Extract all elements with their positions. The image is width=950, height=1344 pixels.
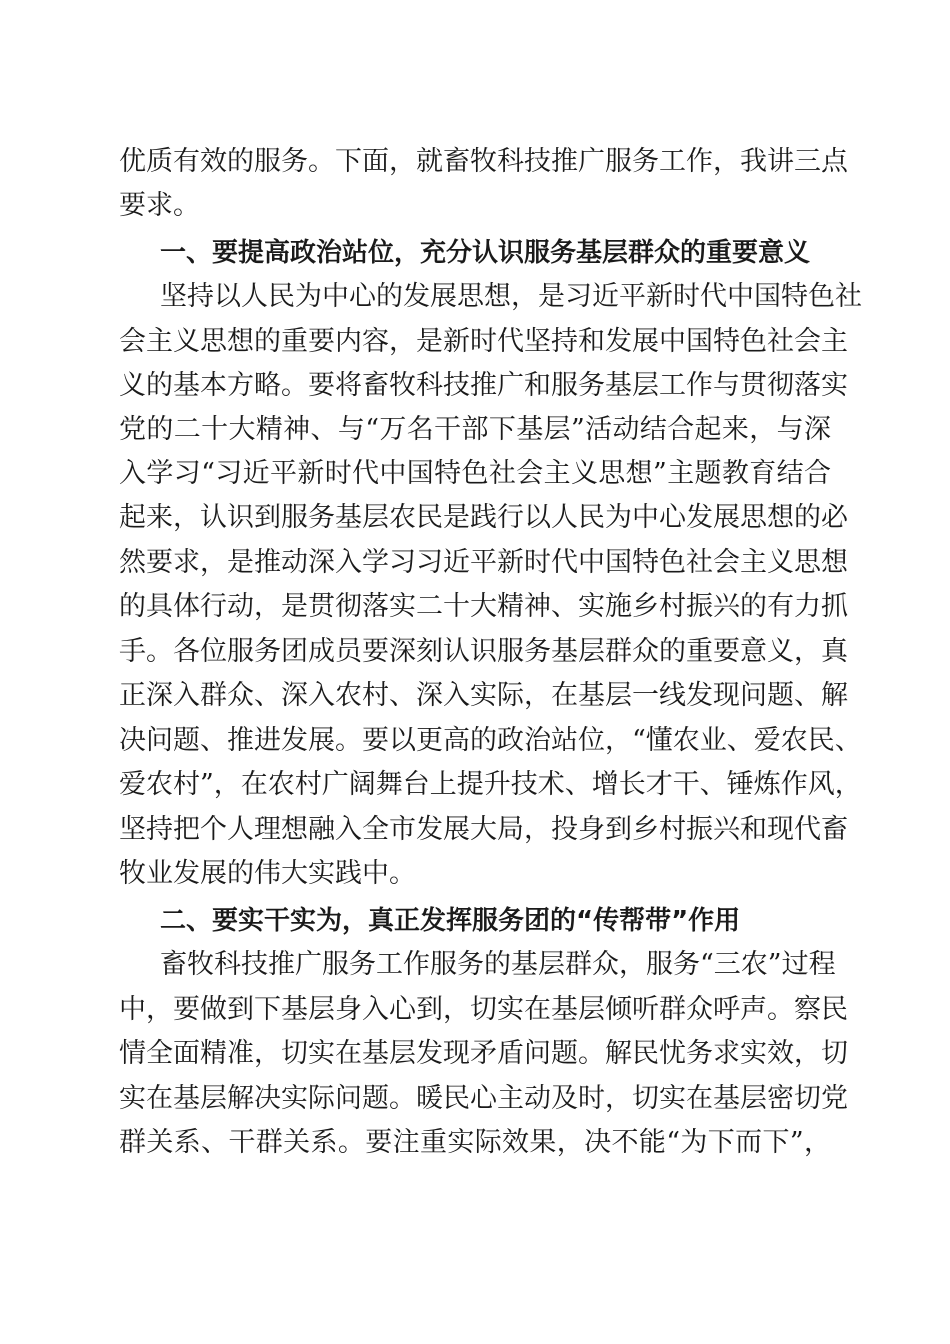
- paragraph-line: 的具体行动，是贯彻落实二十大精神、实施乡村振兴的有力抓: [119, 591, 848, 622]
- paragraph-line: 然要求，是推动深入学习习近平新时代中国特色社会主义思想: [119, 547, 848, 578]
- paragraph-line: 决问题、推进发展。要以更高的政治站位，“懂农业、爱农民、: [119, 725, 862, 756]
- paragraph-line: 手。各位服务团成员要深刻认识服务基层群众的重要意义，真: [119, 636, 848, 667]
- paragraph-line: 入学习“习近平新时代中国特色社会主义思想”主题教育结合: [119, 458, 831, 489]
- paragraph-line: 群关系、干群关系。要注重实际效果，决不能“为下而下”，: [119, 1127, 831, 1158]
- section-heading-2: 二、要实干实为，真正发挥服务团的“传帮带”作用: [160, 906, 741, 936]
- paragraph-line: 实在基层解决实际问题。暖民心主动及时，切实在基层密切党: [119, 1083, 848, 1114]
- paragraph-line: 畜牧科技推广服务工作服务的基层群众，服务“三农”过程: [160, 949, 836, 980]
- paragraph-line: 会主义思想的重要内容，是新时代坚持和发展中国特色社会主: [119, 326, 848, 357]
- paragraph-line: 坚持把个人理想融入全市发展大局，投身到乡村振兴和现代畜: [119, 814, 848, 845]
- section-heading-1: 一、要提高政治站位，充分认识服务基层群众的重要意义: [160, 238, 811, 268]
- paragraph-line: 党的二十大精神、与“万名干部下基层”活动结合起来，与深: [119, 414, 831, 445]
- paragraph-line: 起来，认识到服务基层农民是践行以人民为中心发展思想的必: [119, 502, 848, 533]
- paragraph-line: 正深入群众、深入农村、深入实际，在基层一线发现问题、解: [119, 680, 848, 711]
- paragraph-line: 优质有效的服务。下面，就畜牧科技推广服务工作，我讲三点: [119, 146, 848, 177]
- paragraph-line: 坚持以人民为中心的发展思想，是习近平新时代中国特色社: [160, 281, 862, 312]
- paragraph-line: 爱农村”，在农村广阔舞台上提升技术、增长才干、锤炼作风，: [119, 769, 862, 800]
- paragraph-line: 要求。: [119, 190, 200, 221]
- paragraph-line: 牧业发展的伟大实践中。: [119, 858, 416, 889]
- paragraph-line: 情全面精准，切实在基层发现矛盾问题。解民忧务求实效，切: [119, 1038, 848, 1069]
- paragraph-line: 义的基本方略。要将畜牧科技推广和服务基层工作与贯彻落实: [119, 370, 848, 401]
- paragraph-line: 中，要做到下基层身入心到，切实在基层倾听群众呼声。察民: [119, 994, 848, 1025]
